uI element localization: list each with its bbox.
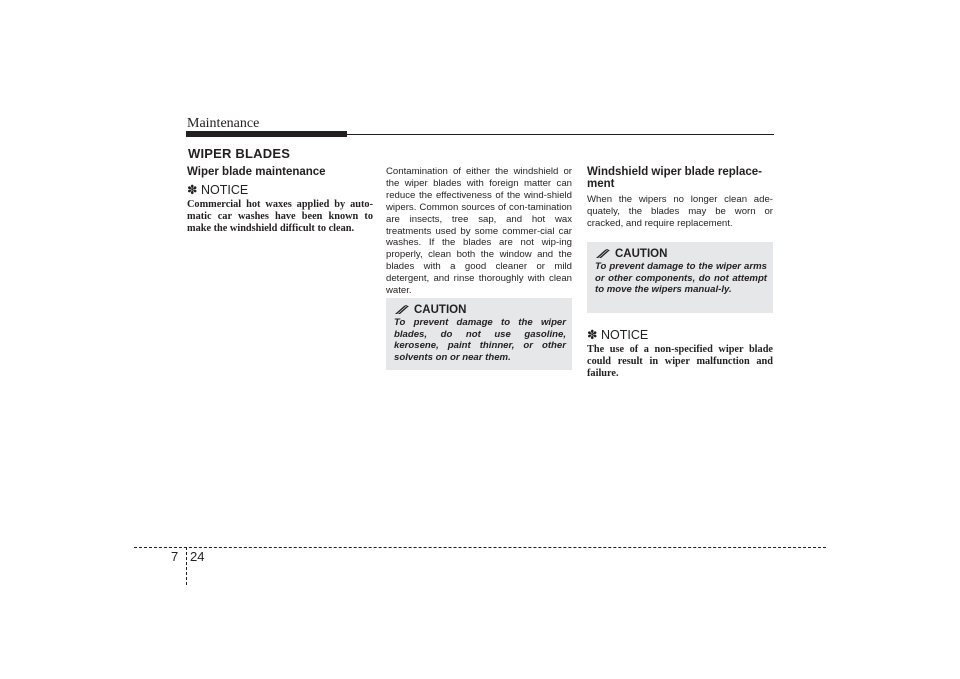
- caution-title: CAUTION: [414, 304, 467, 316]
- notice-mark-icon: ✽: [187, 183, 198, 197]
- notice-heading: [587, 327, 773, 342]
- caution-heading: [394, 304, 566, 316]
- header-rule-thin: [347, 134, 774, 135]
- page-header-title: Maintenance: [187, 116, 260, 131]
- page-number: 24: [190, 549, 205, 564]
- column-1: [187, 166, 373, 235]
- wiper-blade-maintenance-heading: Wiper blade maintenance: [187, 166, 326, 178]
- chapter-number: 7: [171, 549, 179, 564]
- caution-text: To prevent damage to the wiper blades, do not use gasoline, kerosene, paint thinner, or other solvents on or near them.: [394, 317, 566, 363]
- notice-text: The use of a non-specified wiper blade could result in wiper malfunction and failure.: [587, 344, 773, 379]
- pencil-icon: [595, 249, 611, 259]
- footer-divider: [186, 547, 187, 585]
- caution-box-blades: [386, 298, 572, 370]
- column-3-notice: [587, 327, 773, 380]
- notice-title: NOTICE: [200, 183, 249, 197]
- section-title: WIPER BLADES: [188, 146, 291, 161]
- footer-rule: [134, 547, 826, 548]
- header-rule-thick: [186, 131, 347, 137]
- replacement-paragraph: When the wipers no longer clean ade-quately, the blades may be worn or cracked, and require replacement.: [587, 194, 773, 229]
- caution-text: To prevent damage to the wiper arms or other components, do not attempt to move the wipers manual-ly.: [595, 261, 767, 295]
- notice-text: Commercial hot waxes applied by auto-matic car washes have been known to make the windshield difficult to clean.: [187, 199, 373, 234]
- pencil-icon: [394, 305, 410, 315]
- caution-box-arms: [587, 242, 773, 313]
- contamination-paragraph: Contamination of either the windshield or the wiper blades with foreign matter can reduce the effectiveness of the wind-shield wipers. Common sources of con-tamination are insects, tree sap, and hot wax treatments used by some commer-cial car washes. If the blades are not wip-ing properly, clean both the window and the blades with a good cleaner or mild detergent, and rinse thoroughly with clean water.: [386, 166, 572, 297]
- caution-title: CAUTION: [615, 248, 668, 260]
- notice-title: NOTICE: [600, 328, 649, 342]
- column-2: [386, 166, 572, 297]
- replacement-heading: Windshield wiper blade replace-ment: [587, 166, 762, 190]
- caution-heading: [595, 248, 767, 260]
- notice-mark-icon: ✽: [587, 328, 598, 342]
- column-3: [587, 166, 773, 230]
- notice-heading: [187, 182, 373, 197]
